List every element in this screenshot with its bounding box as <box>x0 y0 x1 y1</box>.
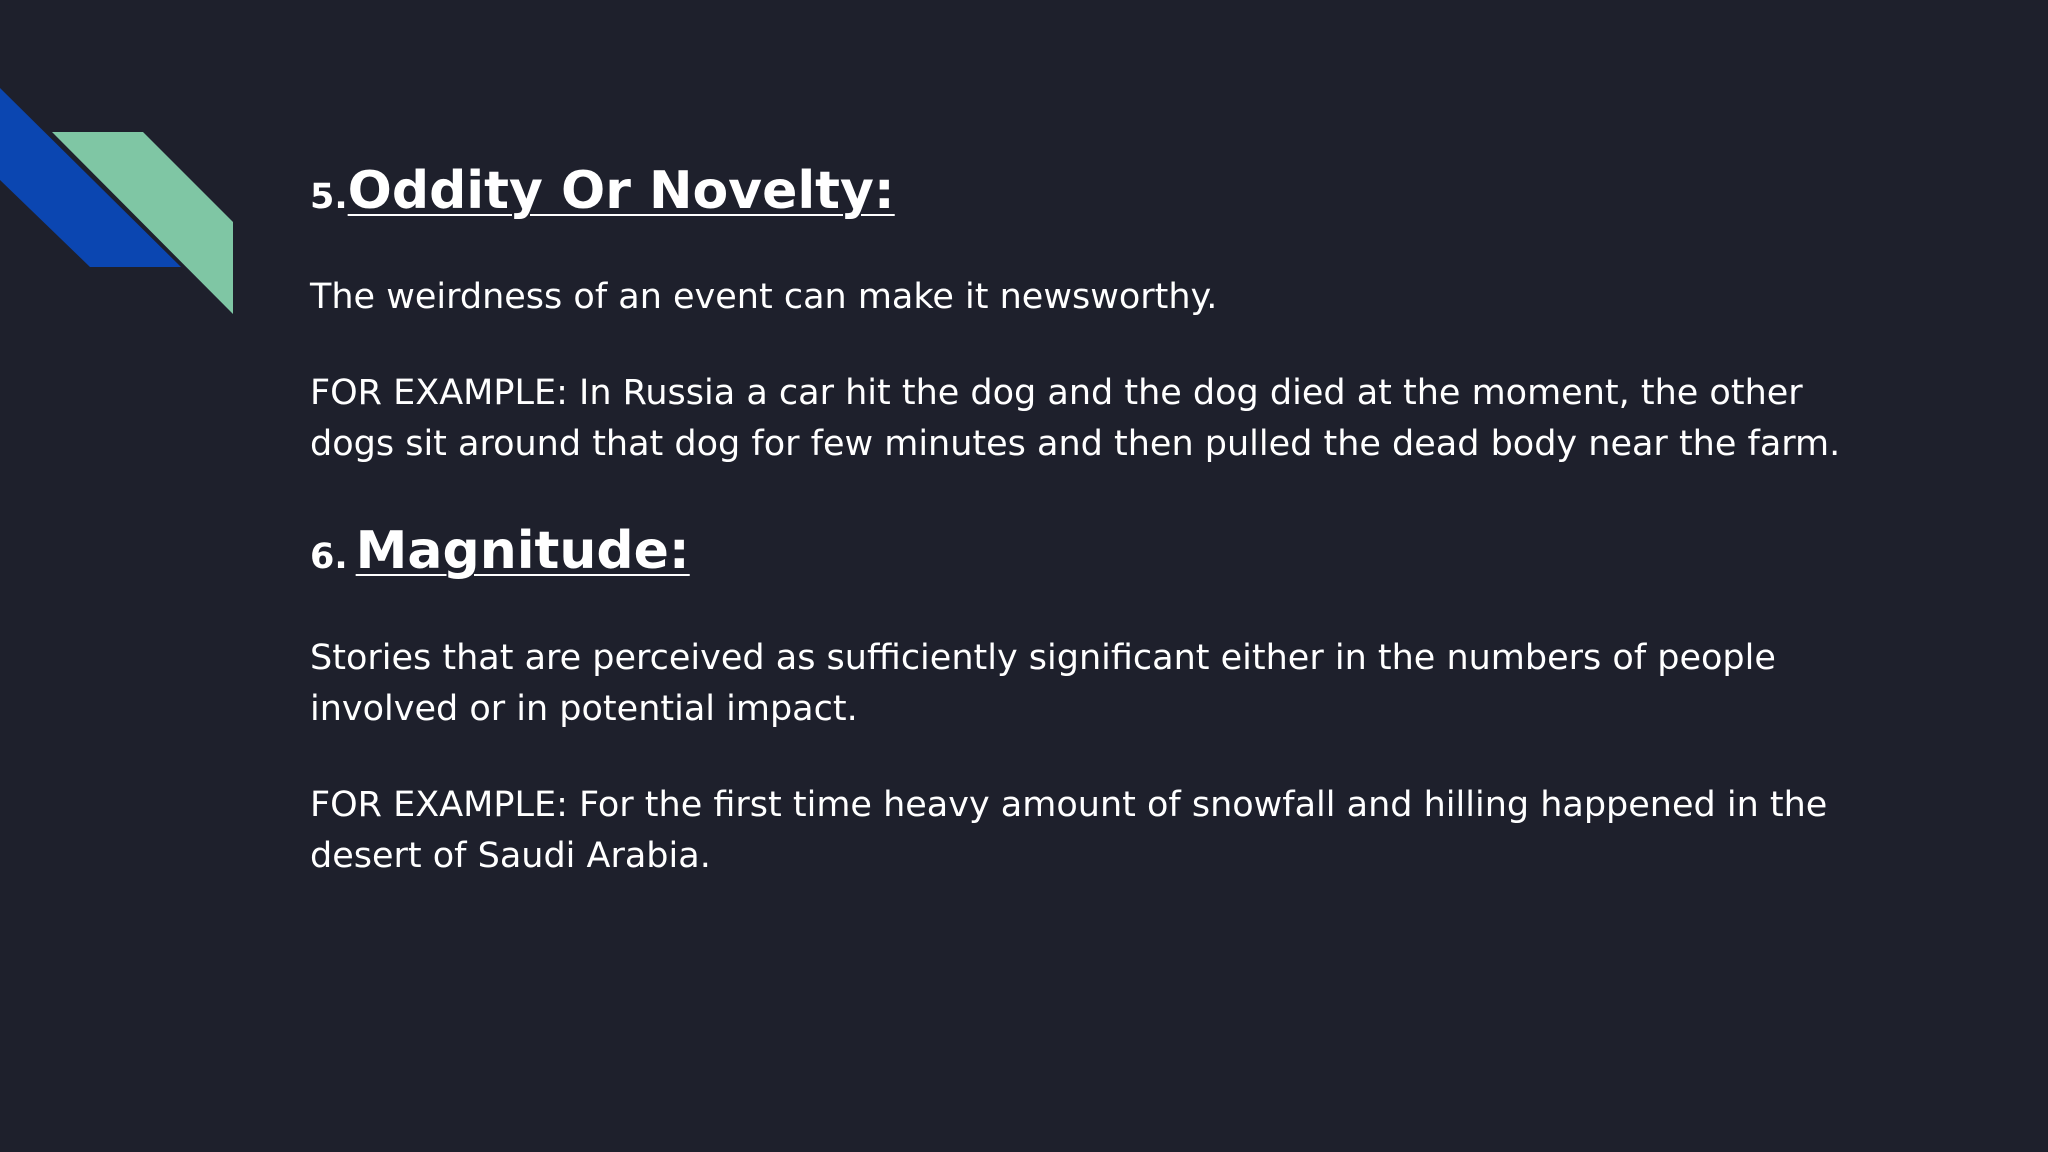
section-6-heading <box>310 520 1850 582</box>
section-5-example: FOR EXAMPLE: In Russia a car hit the dog and the dog died at the moment, the other dogs sit around that dog for few minutes and then pulled the dead body near the farm. <box>310 373 1841 465</box>
section-5-description: The weirdness of an event can make it newsworthy. <box>310 277 1218 318</box>
section-5-number: 5. <box>310 177 348 217</box>
slide-content <box>310 160 1850 882</box>
section-6-example: FOR EXAMPLE: For the first time heavy amount of snowfall and hilling happened in the desert of Saudi Arabia. <box>310 784 1828 876</box>
corner-stripes-decoration <box>0 0 240 320</box>
section-5-title: Oddity Or Novelty: <box>347 161 895 221</box>
section-6-number: 6. <box>310 537 348 578</box>
section-6-description: Stories that are perceived as sufficiently significant either in the numbers of people involved or in potential impact. <box>310 637 1776 729</box>
section-6-title: Magnitude: <box>355 521 690 582</box>
section-5-heading <box>310 160 1850 222</box>
